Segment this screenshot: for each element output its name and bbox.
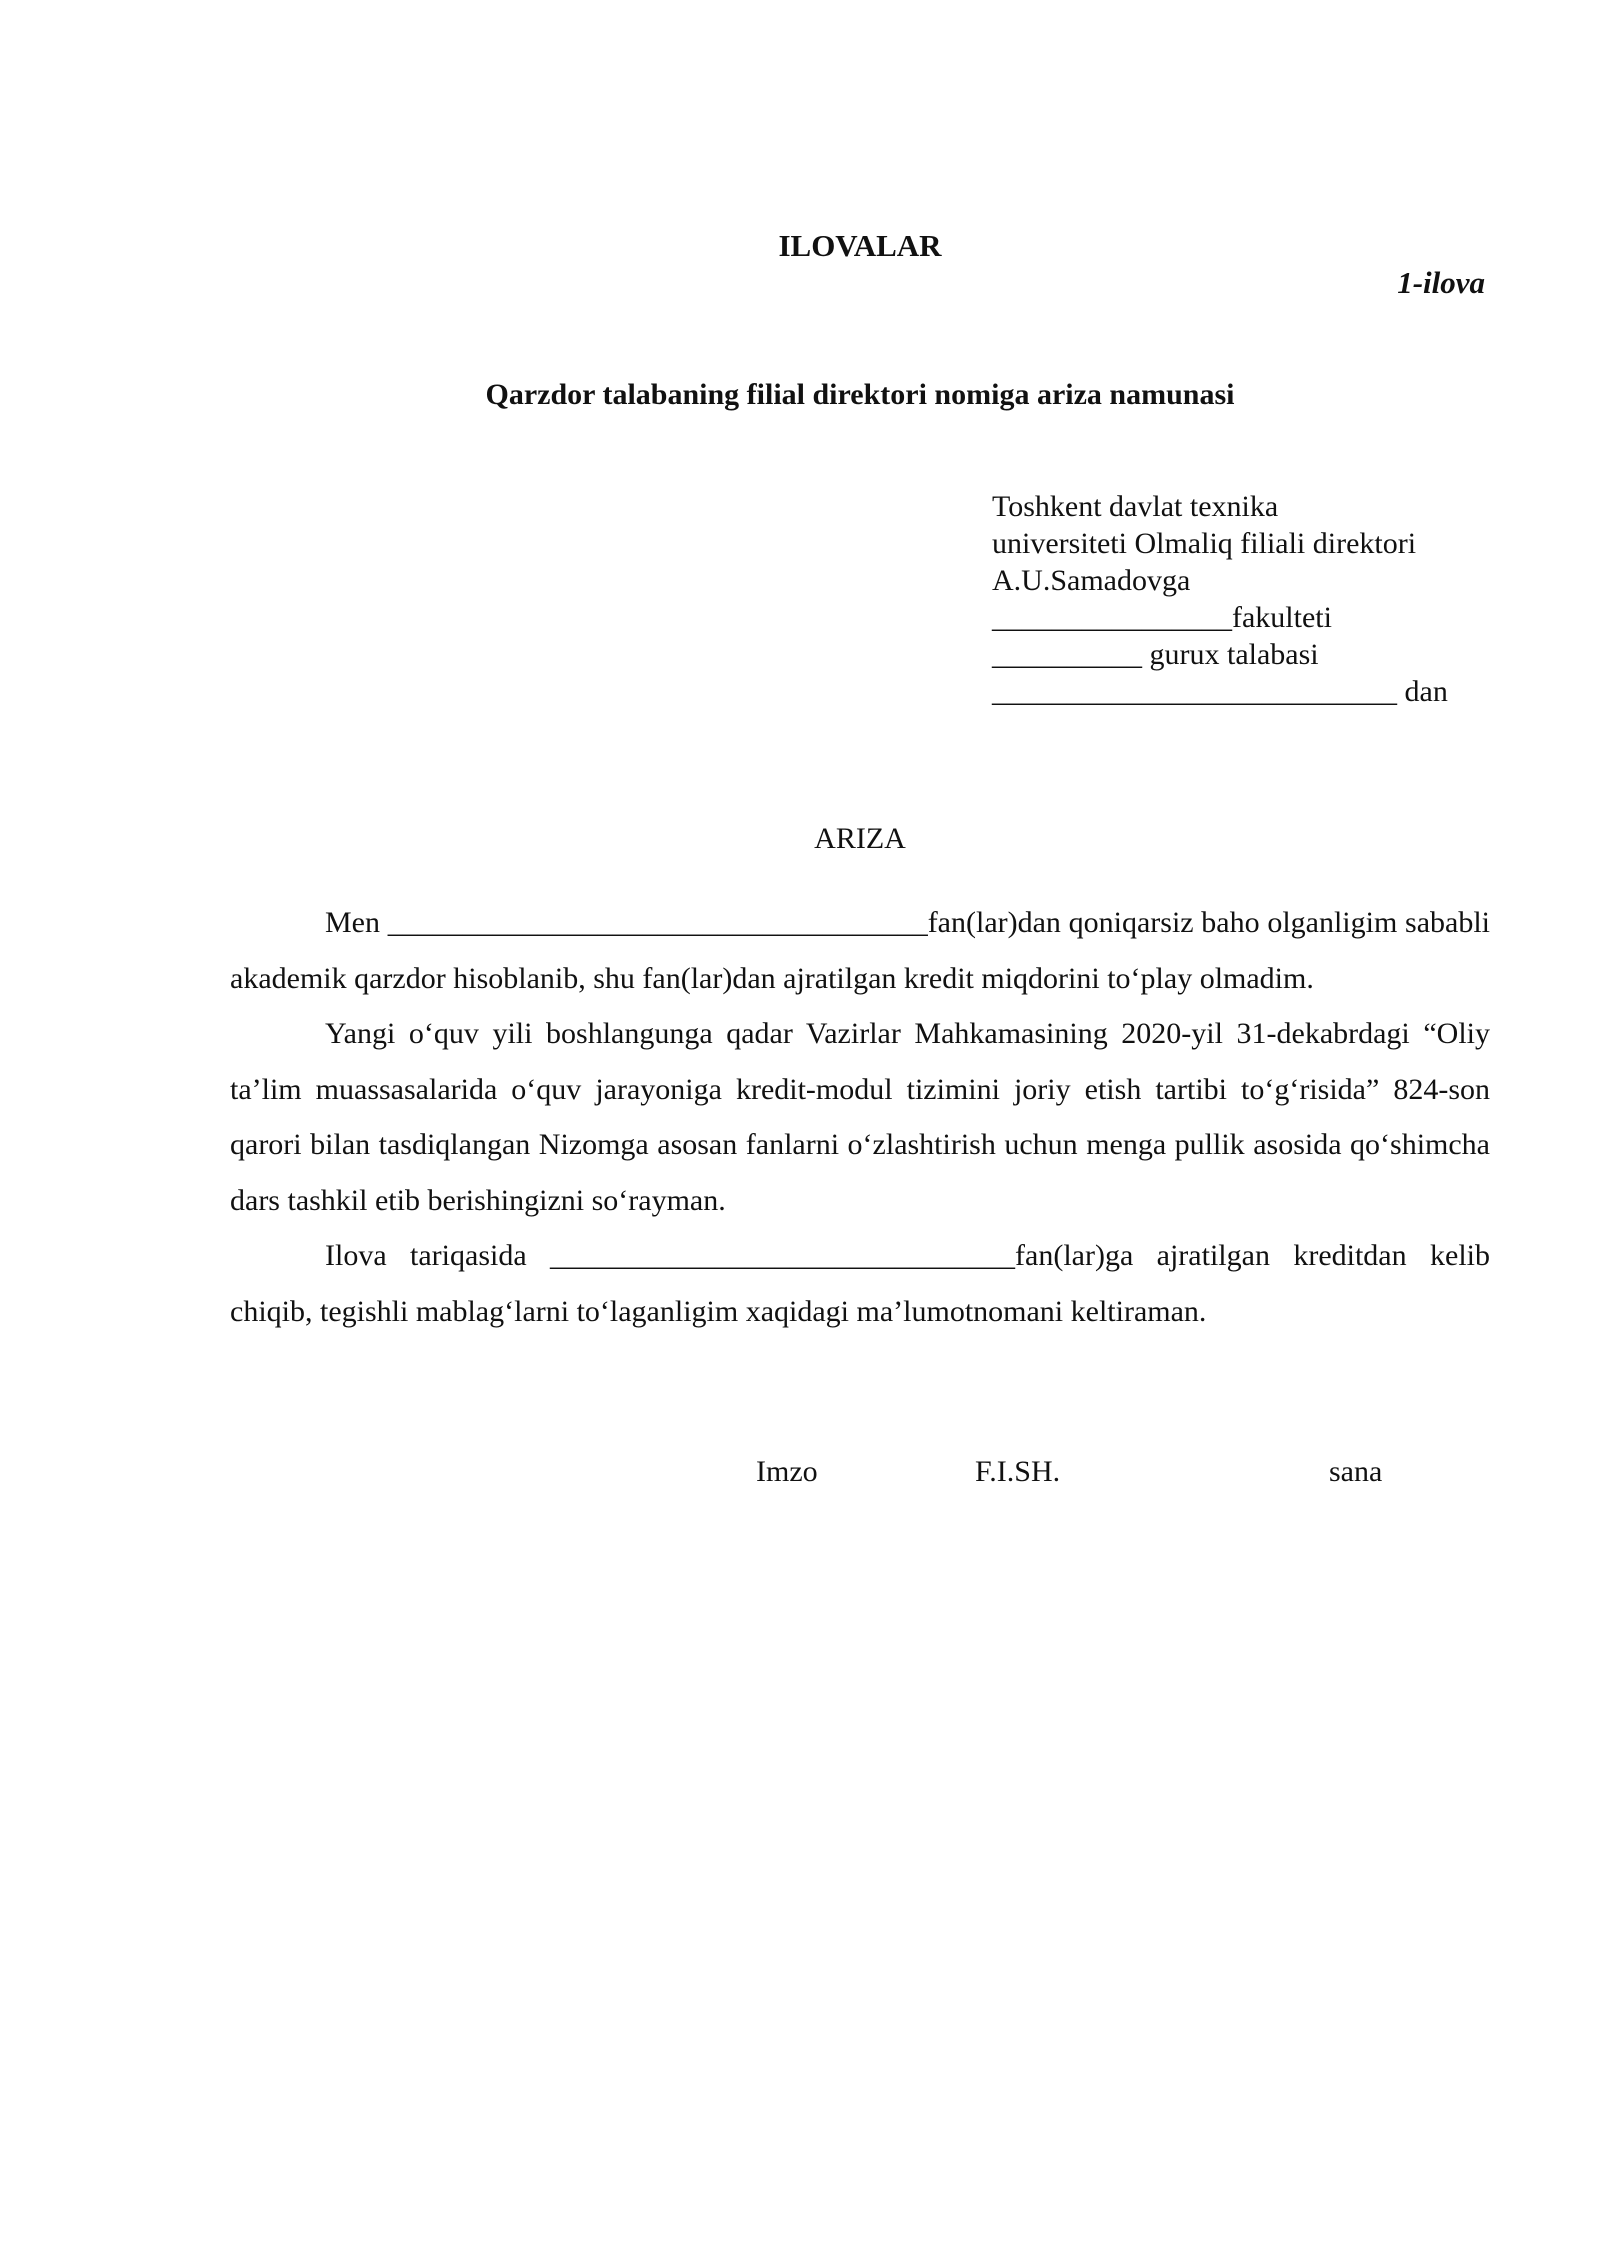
group-field: __________ gurux talabasi bbox=[992, 638, 1319, 671]
paragraph-request: Yangi o‘quv yili boshlangunga qadar Vazirlar Mahkamasining 2020-yil 31-dekabrdagi “Oliy ta’lim muassasalarida o‘quv jarayoniga kredit-modul tizimini joriy etish tartibi to‘g‘risida” 824-son qarori bilan tasdiqlangan Nizomga asosan fanlarni o‘zlashtirish uchun menga pullik asosida qo‘shimcha dars tashkil etib berishingizni so‘rayman. bbox=[230, 1017, 1490, 1217]
ariza-title: ARIZA bbox=[814, 822, 906, 855]
document-subtitle: Qarzdor talabaning filial direktori nomiga ariza namunasi bbox=[485, 378, 1235, 411]
application-body bbox=[230, 895, 1490, 1339]
sender-name-field: ___________________________ dan bbox=[992, 675, 1448, 708]
page-heading: ILOVALAR bbox=[778, 228, 942, 263]
date-label: sana bbox=[1329, 1455, 1383, 1488]
appendix-label: 1-ilova bbox=[1397, 265, 1485, 300]
full-name-label: F.I.SH. bbox=[975, 1455, 1061, 1488]
signature-label: Imzo bbox=[756, 1455, 818, 1488]
paragraph-attachment: Ilova tariqasida _______________________________fan(lar)ga ajratilgan kreditdan kelib chiqib, tegishli mablag‘larni to‘laganligim xaqidagi ma’lumotnomani keltiraman. bbox=[230, 1239, 1490, 1328]
paragraph-request-reason: Men ____________________________________fan(lar)dan qoniqarsiz baho olganligim sababli akademik qarzdor hisoblanib, shu fan(lar)dan ajratilgan kredit miqdorini to‘play olmadim. bbox=[230, 906, 1490, 995]
signature-row bbox=[0, 1455, 1600, 1495]
address-line: universiteti Olmaliq filiali direktori bbox=[992, 527, 1417, 560]
addressee-block bbox=[992, 488, 1448, 710]
faculty-field: ________________fakulteti bbox=[992, 601, 1332, 634]
address-line: A.U.Samadovga bbox=[992, 564, 1191, 597]
address-line: Toshkent davlat texnika bbox=[992, 490, 1279, 523]
